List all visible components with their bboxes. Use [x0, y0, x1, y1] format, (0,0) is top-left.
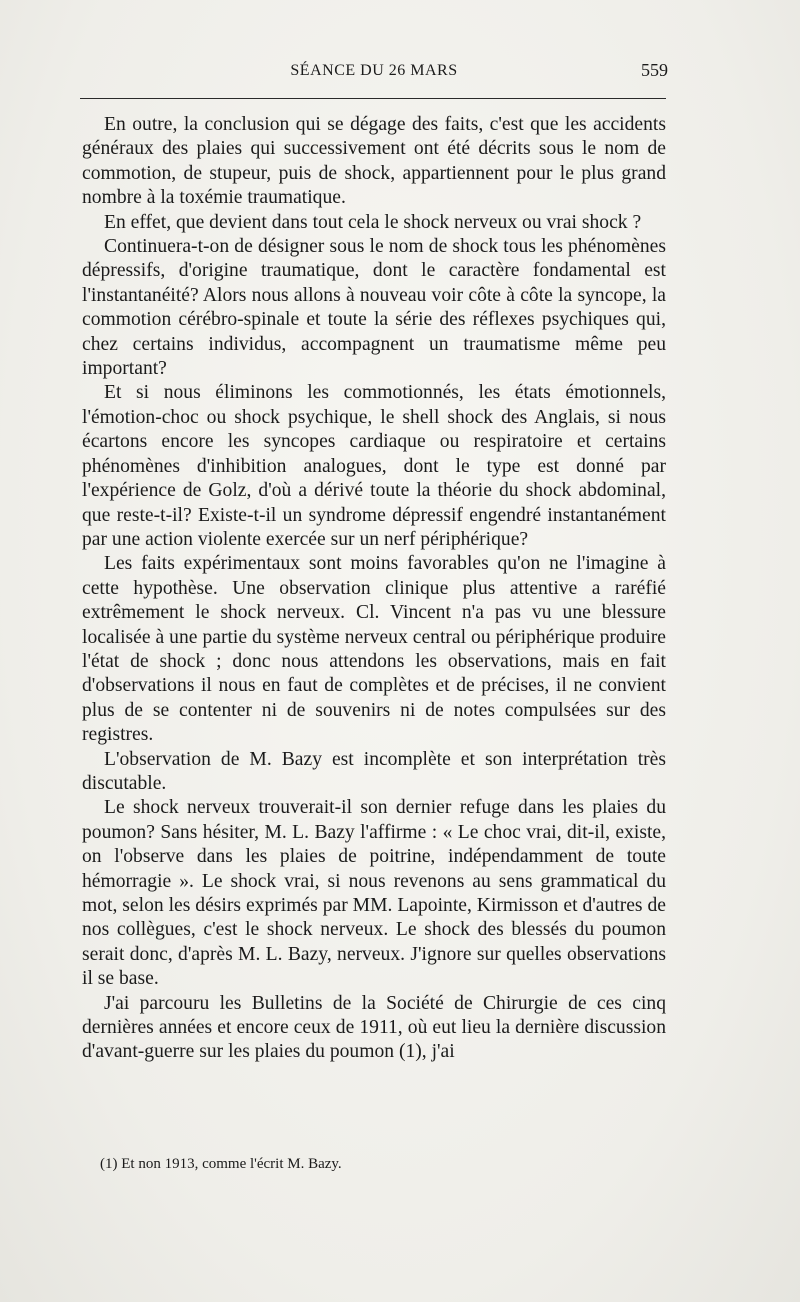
footnote: (1) Et non 1913, comme l'écrit M. Bazy.: [100, 1156, 342, 1172]
paragraph-8: J'ai parcouru les Bulletins de la Société de Chirurgie de ces cinq dernières années et encore ceux de 1911, où eut lieu la dernière discussion d'avant-guerre sur les plaies du poumon (1), j'ai: [82, 992, 666, 1063]
paragraph-5: Les faits expérimentaux sont moins favorables qu'on ne l'imagine à cette hypothèse. Une observation clinique plus attentive a raréfié extrêmement le shock nerveux. Cl. Vincent n'a pas vu une blessure localisée à une partie du système nerveux central ou périphérique produire l'état de shock ; donc nous attendons les observations, mais en fait d'observations il nous en faut de complètes et de précises, il ne convient plus de se contenter ni de souvenirs ni de notes compulsées sur des registres.: [82, 553, 666, 746]
paragraph-3: Continuera-t-on de désigner sous le nom de shock tous les phénomènes dépressifs, d'origine traumatique, dont le caractère fondamental est l'instantanéité? Alors nous allons à nouveau voir côte à côte la syncope, la commotion cérébro-spinale et toute la série des réflexes psychiques qui, chez certains individus, accompagnent un traumatisme même peu important?: [82, 236, 666, 380]
body-text: [82, 113, 666, 1065]
header-rule: [80, 98, 666, 99]
paragraph-7: Le shock nerveux trouverait-il son dernier refuge dans les plaies du poumon? Sans hésiter, M. L. Bazy l'affirme : « Le choc vrai, dit-il, existe, on l'observe dans les plaies de poitrine, indépendamment de toute hémorragie ». Le shock vrai, si nous revenons au sens grammatical du mot, selon les désirs exprimés par MM. Lapointe, Kirmisson et d'autres de nos collègues, c'est le shock nerveux. Le shock des blessés du poumon serait donc, d'après M. L. Bazy, nerveux. J'ignore sur quelles observations il se base.: [82, 797, 666, 990]
paragraph-6: L'observation de M. Bazy est incomplète et son interprétation très discutable.: [82, 748, 666, 794]
header-title: SÉANCE DU 26 MARS: [290, 62, 458, 79]
page-number: 559: [641, 60, 668, 80]
paragraph-2: En effet, que devient dans tout cela le shock nerveux ou vrai shock ?: [104, 211, 642, 233]
paragraph-4: Et si nous éliminons les commotionnés, les états émotionnels, l'émotion-choc ou shock psychique, le shell shock des Anglais, si nous écartons encore les syncopes cardiaque ou respiratoire et certains phénomènes d'inhibition analogues, dont le type est donné par l'expérience de Golz, d'où a dérivé toute la théorie du shock abdominal, que reste-t-il? Existe-t-il un syndrome dépressif engendré instantanément par une action violente exercée sur un nerf périphérique?: [82, 382, 666, 550]
running-header: [80, 58, 668, 84]
paragraph-1: En outre, la conclusion qui se dégage des faits, c'est que les accidents généraux des plaies qui successivement ont été décrits sous le nom de commotion, de stupeur, puis de shock, appartiennent pour le plus grand nombre à la toxémie traumatique.: [82, 114, 666, 209]
